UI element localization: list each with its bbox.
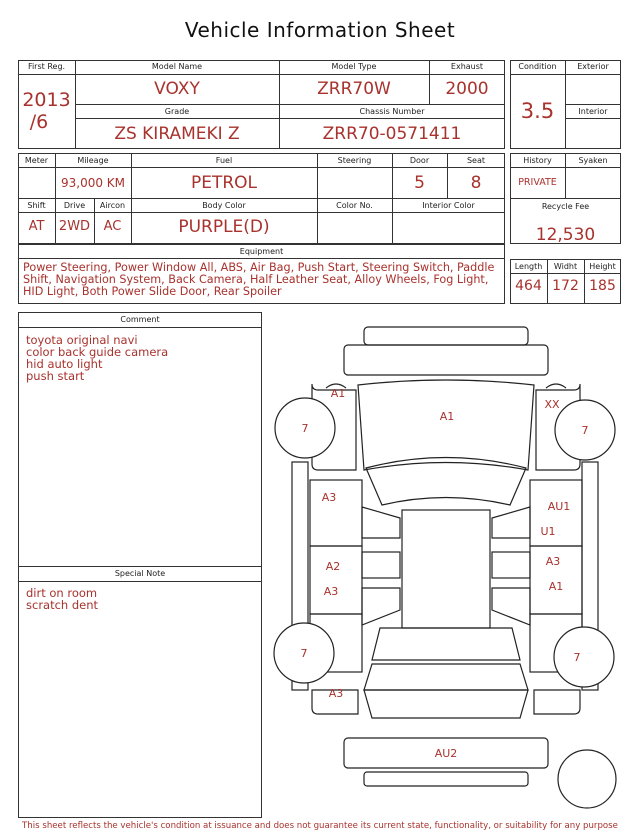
grade-value: ZS KIRAMEKI Z	[114, 124, 240, 144]
condition-label: Condition	[518, 62, 557, 71]
equipment-line-2: Shift, Navigation System, Back Camera, Half Leather Seat, Alloy Wheels, Fog Light,	[23, 273, 489, 286]
rear-step	[364, 772, 528, 786]
interior-color-label: Interior Color	[422, 201, 475, 210]
condition-score: 3.5	[520, 99, 555, 123]
width-value: 172	[552, 278, 579, 294]
fuel-value: PETROL	[190, 173, 258, 193]
recycle-fee-label: Recycle Fee	[541, 202, 590, 211]
grade-label: Grade	[164, 107, 190, 116]
page-title: Vehicle Information Sheet	[184, 18, 456, 42]
damage-code: XX	[544, 398, 560, 411]
damage-code: A3	[323, 585, 339, 598]
drive-label: Drive	[63, 201, 86, 210]
exhaust-label: Exhaust	[450, 62, 484, 71]
mileage-label: Mileage	[77, 156, 109, 165]
damage-code: AU1	[547, 500, 571, 513]
shift-value: AT	[28, 219, 45, 234]
wheel-rear-right	[554, 627, 614, 687]
left-front-door	[310, 480, 362, 546]
hood	[358, 380, 534, 470]
damage-code: A2	[325, 560, 341, 573]
windshield	[366, 458, 526, 506]
damage-code: A1	[330, 387, 346, 400]
damage-code: A1	[548, 580, 564, 593]
damage-code: A1	[439, 410, 455, 423]
interior-label: Interior	[578, 107, 608, 116]
door-value: 5	[414, 173, 425, 193]
rear-right-fender	[534, 690, 580, 714]
right-rear-window	[492, 552, 530, 578]
wheel-rating: 7	[300, 647, 308, 660]
shift-label: Shift	[27, 201, 46, 210]
tailgate-window	[364, 664, 528, 690]
front-bumper	[364, 327, 528, 345]
right-mirror	[546, 384, 566, 388]
body-color-label: Body Color	[202, 201, 246, 210]
damage-code: A3	[328, 687, 344, 700]
damage-code: A3	[545, 555, 561, 568]
front-bumper-lower	[344, 345, 548, 375]
roof	[402, 510, 490, 628]
wheel-rating: 7	[301, 422, 309, 435]
steering-label: Steering	[337, 156, 372, 165]
history-label: History	[523, 156, 552, 165]
length-label: Length	[514, 262, 543, 271]
comment-label: Comment	[120, 315, 160, 324]
wheel-rating: 7	[581, 424, 589, 437]
spare-tire	[558, 750, 616, 808]
left-front-window	[362, 507, 400, 538]
damage-code: U1	[540, 525, 556, 538]
body-color-value: PURPLE(D)	[178, 217, 270, 237]
mileage-value: 93,000 KM	[60, 176, 126, 190]
comment-line-3: hid auto light	[26, 357, 103, 371]
width-label: Widht	[553, 262, 578, 271]
wheel-rating: 7	[573, 651, 581, 664]
color-no-label: Color No.	[336, 201, 373, 210]
left-rear-door	[310, 546, 362, 614]
damage-code: AU2	[434, 747, 458, 760]
model-name-value: VOXY	[154, 79, 200, 99]
exhaust-value: 2000	[445, 79, 489, 99]
recycle-fee-value: 12,530	[535, 225, 596, 245]
tailgate	[364, 690, 528, 718]
seat-label: Seat	[466, 156, 486, 165]
first-reg-label: First Reg.	[27, 62, 66, 71]
right-front-window	[492, 507, 530, 538]
model-type-value: ZRR70W	[317, 79, 391, 99]
left-rear-window	[362, 552, 400, 578]
right-front-door	[530, 480, 582, 546]
model-type-label: Model Type	[331, 62, 377, 71]
meter-label: Meter	[24, 156, 49, 165]
special-note-line-1: dirt on room	[26, 586, 98, 600]
left-rear-quarter-window	[362, 588, 400, 625]
aircon-label: Aircon	[99, 201, 126, 210]
model-name-label: Model Name	[151, 62, 203, 71]
damage-code: A3	[321, 491, 337, 504]
drive-value: 2WD	[58, 219, 91, 234]
seat-value: 8	[470, 173, 482, 193]
history-value: PRIVATE	[518, 177, 557, 188]
comment-line-4: push start	[26, 369, 85, 383]
syaken-label: Syaken	[578, 156, 608, 165]
exterior-label: Exterior	[577, 62, 609, 71]
length-value: 464	[515, 278, 542, 294]
aircon-value: AC	[103, 219, 122, 234]
rear-window	[372, 628, 520, 660]
equipment-line-1: Power Steering, Power Window All, ABS, Air Bag, Push Start, Steering Switch, Paddle	[23, 261, 495, 274]
fuel-label: Fuel	[215, 156, 233, 165]
right-rear-quarter-window	[492, 588, 530, 625]
chassis-value: ZRR70-0571411	[322, 124, 462, 144]
disclaimer-footer: This sheet reflects the vehicle's condition at issuance and does not guarantee its current state, functionality, or suitability for any purpose	[22, 821, 618, 831]
height-value: 185	[589, 278, 616, 294]
first-reg-month: /6	[29, 111, 49, 133]
chassis-label: Chassis Number	[359, 107, 425, 116]
door-label: Door	[409, 156, 430, 165]
comment-line-1: toyota original navi	[26, 333, 138, 347]
equipment-line-3: HID Light, Both Power Slide Door, Rear Spoiler	[23, 285, 282, 298]
special-note-line-2: scratch dent	[26, 598, 99, 612]
height-label: Height	[589, 262, 616, 271]
equipment-label: Equipment	[239, 247, 284, 256]
comment-line-2: color back guide camera	[26, 345, 169, 359]
special-note-label: Special Note	[114, 569, 166, 578]
first-reg-year: 2013	[22, 89, 71, 111]
